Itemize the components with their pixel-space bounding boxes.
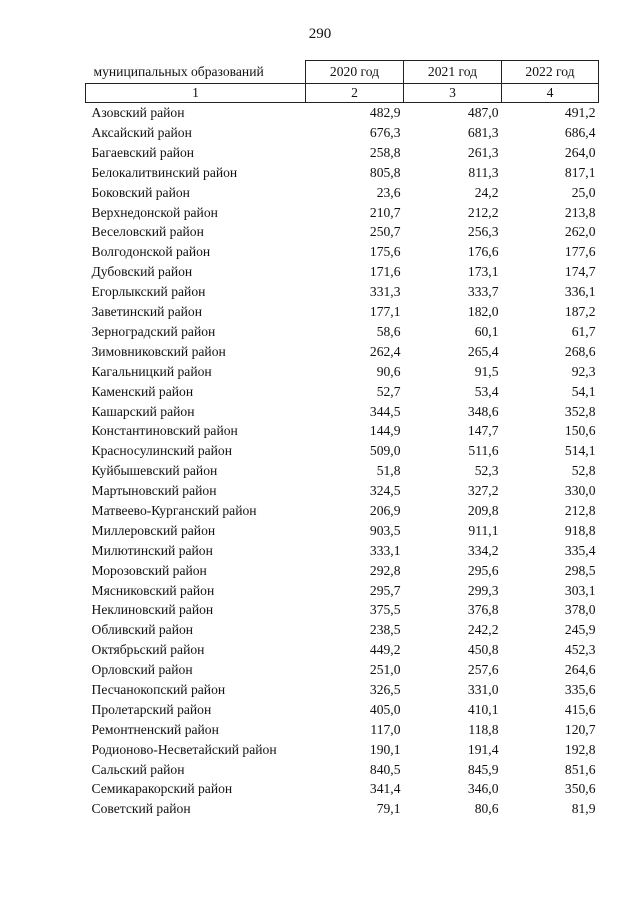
value-2022-cell: 192,8: [564, 741, 596, 757]
table-row: [86, 600, 599, 620]
municipality-name-cell: Егорлыкский район: [91, 284, 206, 300]
municipality-name-cell: Дубовский район: [91, 264, 193, 280]
value-2021-cell: 173,1: [467, 264, 499, 280]
municipality-name-cell: Семикаракорский район: [91, 781, 233, 797]
municipality-name-cell: Зимовниковский район: [91, 343, 226, 359]
value-2020-cell: 175,6: [369, 244, 401, 260]
municipality-name-cell: Советский район: [91, 801, 191, 817]
value-2020-cell: 23,6: [376, 184, 401, 200]
value-2020-cell: 177,1: [369, 304, 401, 320]
value-2021-cell: 295,6: [467, 562, 499, 578]
value-2020-cell: 676,3: [369, 125, 401, 141]
table-row: [86, 401, 599, 421]
value-2020-cell: 117,0: [370, 721, 401, 737]
table-row: [86, 282, 599, 302]
value-2020-cell: 333,1: [369, 542, 401, 558]
municipality-name-cell: Кашарский район: [91, 403, 195, 419]
column-number-1: 1: [86, 84, 306, 103]
table-row: [86, 302, 599, 322]
value-2021-cell: 256,3: [467, 224, 499, 240]
header-year-2020: 2020 год: [306, 61, 404, 84]
municipality-name-cell: Родионово-Несветайский район: [91, 741, 277, 757]
header-row: [86, 61, 599, 84]
value-2020-cell: 405,0: [369, 701, 401, 717]
municipality-name-cell: Константиновский район: [91, 423, 238, 439]
value-2020-cell: 190,1: [369, 741, 401, 757]
value-2022-cell: 264,6: [564, 662, 596, 678]
table-row: [86, 242, 599, 262]
municipality-name-cell: Белокалитвинский район: [91, 164, 238, 180]
table-row: [86, 759, 599, 779]
header-year-2021: 2021 год: [404, 61, 502, 84]
value-2022-cell: 177,6: [564, 244, 596, 260]
municipality-name-cell: Мартыновский район: [91, 483, 217, 499]
column-number-4: 4: [502, 84, 599, 103]
value-2022-cell: 213,8: [564, 204, 596, 220]
table-row: [86, 779, 599, 799]
value-2021-cell: 410,1: [467, 701, 499, 717]
municipality-name-cell: Сальский район: [91, 761, 185, 777]
value-2022-cell: 54,1: [571, 383, 596, 399]
value-2022-cell: 187,2: [564, 304, 596, 320]
page-number: 290: [308, 26, 332, 42]
value-2020-cell: 52,7: [376, 383, 401, 399]
municipality-name-cell: Азовский район: [91, 105, 185, 121]
table-row: [86, 441, 599, 461]
value-2021-cell: 346,0: [467, 781, 499, 797]
municipality-name-cell: Верхнедонской район: [91, 204, 218, 220]
table-row: [86, 560, 599, 580]
value-2020-cell: 171,6: [369, 264, 401, 280]
table-row: [86, 640, 599, 660]
value-2021-cell: 299,3: [467, 582, 499, 598]
value-2021-cell: 265,4: [467, 343, 499, 359]
municipality-name-cell: Орловский район: [91, 662, 193, 678]
value-2021-cell: 182,0: [467, 304, 499, 320]
column-number-2: 2: [306, 84, 404, 103]
value-2022-cell: 336,1: [564, 284, 596, 300]
value-2020-cell: 79,1: [376, 801, 401, 817]
value-2020-cell: 58,6: [376, 323, 401, 339]
value-2021-cell: 24,2: [474, 184, 499, 200]
value-2020-cell: 238,5: [369, 622, 401, 638]
value-2022-cell: 335,4: [564, 542, 596, 558]
table-row: [86, 222, 599, 242]
value-2022-cell: 851,6: [564, 761, 596, 777]
value-2020-cell: 51,8: [376, 463, 401, 479]
table-row: [86, 580, 599, 600]
value-2022-cell: 335,6: [564, 681, 596, 697]
table-header: [86, 61, 599, 103]
value-2020-cell: 292,8: [369, 562, 401, 578]
value-2021-cell: 91,5: [474, 363, 499, 379]
value-2022-cell: 174,7: [564, 264, 596, 280]
table-row: [86, 123, 599, 143]
table-row: [86, 183, 599, 203]
table-row: [86, 342, 599, 362]
value-2022-cell: 452,3: [564, 642, 596, 658]
value-2020-cell: 326,5: [369, 681, 401, 697]
value-2020-cell: 903,5: [369, 522, 401, 538]
value-2020-cell: 251,0: [369, 662, 401, 678]
value-2021-cell: 60,1: [474, 323, 499, 339]
value-2020-cell: 324,5: [369, 483, 401, 499]
value-2022-cell: 81,9: [571, 801, 596, 817]
table-row: [86, 202, 599, 222]
table-row: [86, 541, 599, 561]
value-2022-cell: 92,3: [571, 363, 596, 379]
value-2021-cell: 811,3: [468, 164, 499, 180]
value-2020-cell: 144,9: [369, 423, 401, 439]
municipality-name-cell: Пролетарский район: [91, 701, 212, 717]
value-2021-cell: 681,3: [467, 125, 499, 141]
value-2021-cell: 242,2: [467, 622, 499, 638]
value-2022-cell: 352,8: [564, 403, 596, 419]
municipality-name-cell: Кагальницкий район: [91, 363, 212, 379]
municipality-name-cell: Веселовский район: [91, 224, 204, 240]
municipality-name-cell: Зерноградский район: [91, 323, 216, 339]
value-2022-cell: 212,8: [564, 502, 596, 518]
municipality-name-cell: Боковский район: [91, 184, 190, 200]
value-2020-cell: 509,0: [369, 443, 401, 459]
municipality-name-cell: Песчанокопский район: [91, 681, 226, 697]
value-2020-cell: 840,5: [369, 761, 401, 777]
table-row: [86, 163, 599, 183]
value-2020-cell: 482,9: [369, 105, 401, 121]
table-row: [86, 262, 599, 282]
value-2022-cell: 52,8: [571, 463, 596, 479]
municipality-name-cell: Неклиновский район: [91, 602, 214, 618]
value-2022-cell: 378,0: [564, 602, 596, 618]
value-2021-cell: 487,0: [467, 105, 499, 121]
municipality-name-cell: Октябрьский район: [91, 642, 205, 658]
value-2021-cell: 511,6: [468, 443, 499, 459]
table-row: [86, 799, 599, 819]
value-2022-cell: 514,1: [564, 443, 596, 459]
value-2022-cell: 415,6: [564, 701, 596, 717]
table-row: [86, 660, 599, 680]
value-2020-cell: 805,8: [369, 164, 401, 180]
table-row: [86, 700, 599, 720]
value-2021-cell: 257,6: [467, 662, 499, 678]
value-2020-cell: 90,6: [376, 363, 401, 379]
value-2020-cell: 295,7: [369, 582, 401, 598]
table-row: [86, 501, 599, 521]
value-2021-cell: 176,6: [467, 244, 499, 260]
value-2020-cell: 210,7: [369, 204, 401, 220]
municipality-name-cell: Каменский район: [91, 383, 194, 399]
value-2022-cell: 686,4: [564, 125, 596, 141]
value-2020-cell: 258,8: [369, 144, 401, 160]
value-2022-cell: 350,6: [564, 781, 596, 797]
value-2021-cell: 334,2: [467, 542, 499, 558]
header-name-column: муниципальных образований: [86, 61, 306, 84]
municipality-name-cell: Милютинский район: [91, 542, 213, 558]
value-2021-cell: 348,6: [467, 403, 499, 419]
table-row: [86, 381, 599, 401]
data-table: [85, 60, 599, 819]
municipality-name-cell: Багаевский район: [91, 144, 195, 160]
value-2021-cell: 450,8: [467, 642, 499, 658]
value-2022-cell: 298,5: [564, 562, 596, 578]
value-2021-cell: 845,9: [467, 761, 499, 777]
value-2022-cell: 150,6: [564, 423, 596, 439]
table-row: [86, 421, 599, 441]
value-2021-cell: 911,1: [468, 522, 499, 538]
value-2021-cell: 331,0: [467, 681, 499, 697]
value-2022-cell: 491,2: [564, 105, 596, 121]
value-2021-cell: 212,2: [467, 204, 499, 220]
value-2021-cell: 376,8: [467, 602, 499, 618]
municipality-name-cell: Матвеево-Курганский район: [91, 502, 257, 518]
municipality-name-cell: Аксайский район: [91, 125, 192, 141]
value-2021-cell: 53,4: [474, 383, 499, 399]
value-2020-cell: 262,4: [369, 343, 401, 359]
table-row: [86, 362, 599, 382]
value-2021-cell: 118,8: [468, 721, 499, 737]
table-row: [86, 481, 599, 501]
table-row: [86, 143, 599, 163]
value-2022-cell: 262,0: [564, 224, 596, 240]
municipality-name-cell: Морозовский район: [91, 562, 207, 578]
value-2022-cell: 303,1: [564, 582, 596, 598]
municipality-name-cell: Ремонтненский район: [91, 721, 219, 737]
municipality-name-cell: Мясниковский район: [91, 582, 215, 598]
municipality-name-cell: Заветинский район: [91, 304, 202, 320]
column-number-3: 3: [404, 84, 502, 103]
value-2022-cell: 268,6: [564, 343, 596, 359]
value-2020-cell: 331,3: [369, 284, 401, 300]
value-2021-cell: 52,3: [474, 463, 499, 479]
column-number-row: [86, 84, 599, 103]
value-2021-cell: 333,7: [467, 284, 499, 300]
table-row: [86, 103, 599, 123]
value-2021-cell: 209,8: [467, 502, 499, 518]
value-2020-cell: 341,4: [369, 781, 401, 797]
table-row: [86, 720, 599, 740]
table-body: [86, 103, 599, 820]
value-2022-cell: 25,0: [571, 184, 596, 200]
header-year-2022: 2022 год: [502, 61, 599, 84]
value-2021-cell: 191,4: [467, 741, 499, 757]
municipality-name-cell: Красносулинский район: [91, 443, 232, 459]
table-row: [86, 740, 599, 760]
municipality-name-cell: Обливский район: [91, 622, 194, 638]
value-2022-cell: 61,7: [571, 323, 596, 339]
value-2021-cell: 327,2: [467, 483, 499, 499]
value-2022-cell: 918,8: [564, 522, 596, 538]
value-2021-cell: 80,6: [474, 801, 499, 817]
value-2021-cell: 261,3: [467, 144, 499, 160]
value-2021-cell: 147,7: [467, 423, 499, 439]
value-2022-cell: 817,1: [564, 164, 596, 180]
value-2020-cell: 344,5: [369, 403, 401, 419]
table-row: [86, 521, 599, 541]
value-2022-cell: 245,9: [564, 622, 596, 638]
table-row: [86, 322, 599, 342]
value-2020-cell: 449,2: [369, 642, 401, 658]
value-2020-cell: 206,9: [369, 502, 401, 518]
municipality-name-cell: Миллеровский район: [91, 522, 216, 538]
value-2020-cell: 250,7: [369, 224, 401, 240]
value-2022-cell: 120,7: [564, 721, 596, 737]
table-row: [86, 461, 599, 481]
value-2022-cell: 330,0: [564, 483, 596, 499]
municipality-name-cell: Куйбышевский район: [91, 463, 218, 479]
value-2022-cell: 264,0: [564, 144, 596, 160]
value-2020-cell: 375,5: [369, 602, 401, 618]
municipality-name-cell: Волгодонской район: [91, 244, 211, 260]
table-row: [86, 680, 599, 700]
table-row: [86, 620, 599, 640]
